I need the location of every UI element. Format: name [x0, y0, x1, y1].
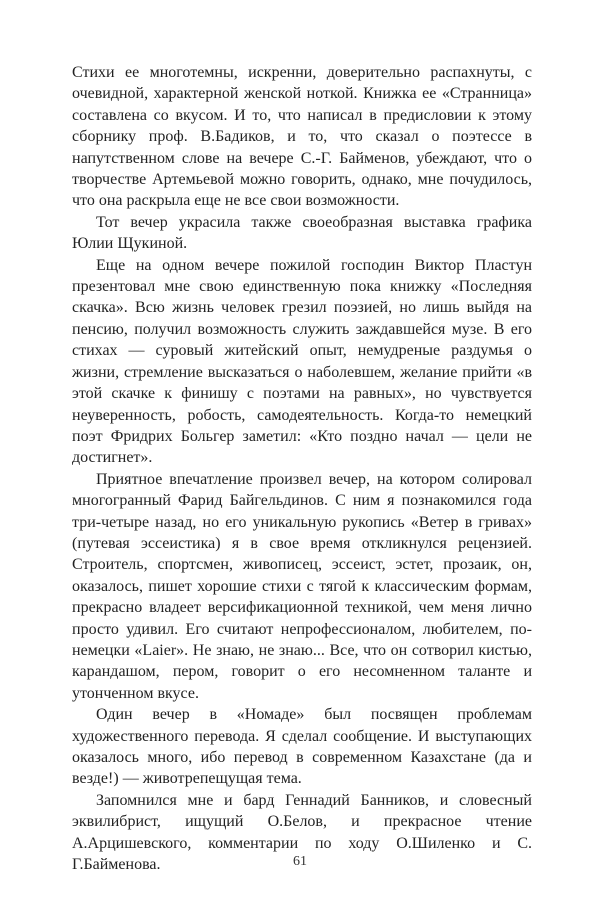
paragraph: Стихи ее многотемны, искренни, доверительно распахнуты, с очевидной, характерной женской ноткой. Книжка ее «Странница» составлена со вкусом. И то, что написал в предисловии к этому сборнику проф. В.Бадиков, и то, что сказал о поэтессе в напутственном слове на вечере С.-Г. Байменов, убеждают, что о творчестве Артемьевой можно говорить, однако, мне почудилось, что она раскрыла еще не все свои возможности. [72, 64, 532, 210]
paragraph: Приятное впечатление произвел вечер, на котором солировал многогранный Фарид Байгельдинов. С ним я познакомился года три-четыре назад, но его уникальную рукопись «Ветер в гривах» (путевая эссеистика) я в свое время откликнулся рецензией. Строитель, спортсмен, живописец, эссеист, эстет, прозаик, он, оказалось, пишет хорошие стихи с тягой к классическим формам, прекрасно владеет версификационной техникой, чем меня лично просто удивил. Его считают непрофессионалом, любителем, по-немецки «Laier». Не знаю, не знаю... Все, что он сотворил кистью, карандашом, пером, говорит о его несомненном таланте и утонченном вкусе. [72, 470, 532, 702]
paragraph: Запомнился мне и бард Геннадий Банников, и словесный эквилибрист, ищущий О.Белов, и прекрасное чтение А.Арцишевского, комментарии по ходу О.Шиленко и С. Г.Байменова. [72, 791, 532, 874]
paragraph: Тот вечер украсила также своеобразная выставка графика Юлии Щукиной. [72, 213, 532, 253]
page-number: 61 [293, 854, 307, 869]
page-body [72, 62, 532, 875]
paragraph: Еще на одном вечере пожилой господин Виктор Пластун презентовал мне свою единственную пока книжку «Последняя скачка». Всю жизнь человек грезил поэзией, но лишь выйдя на пенсию, получил возможность служить заждавшейся музе. В его стихах — суровый житейский опыт, немудреные раздумья о жизни, стремление высказаться о наболевшем, желание прийти «в этой скачке к финишу с поэтами на равных», но чувствуется неуверенность, робость, самодеятельность. Когда-то немецкий поэт Фридрих Больгер заметил: «Кто поздно начал — цели не достигнет». [72, 256, 532, 467]
paragraph: Один вечер в «Номаде» был посвящен проблемам художественного перевода. Я сделал сообщение. И выступающих оказалось много, ибо перевод в современном Казахстане (да и везде!) — животрепещущая тема. [72, 706, 532, 788]
